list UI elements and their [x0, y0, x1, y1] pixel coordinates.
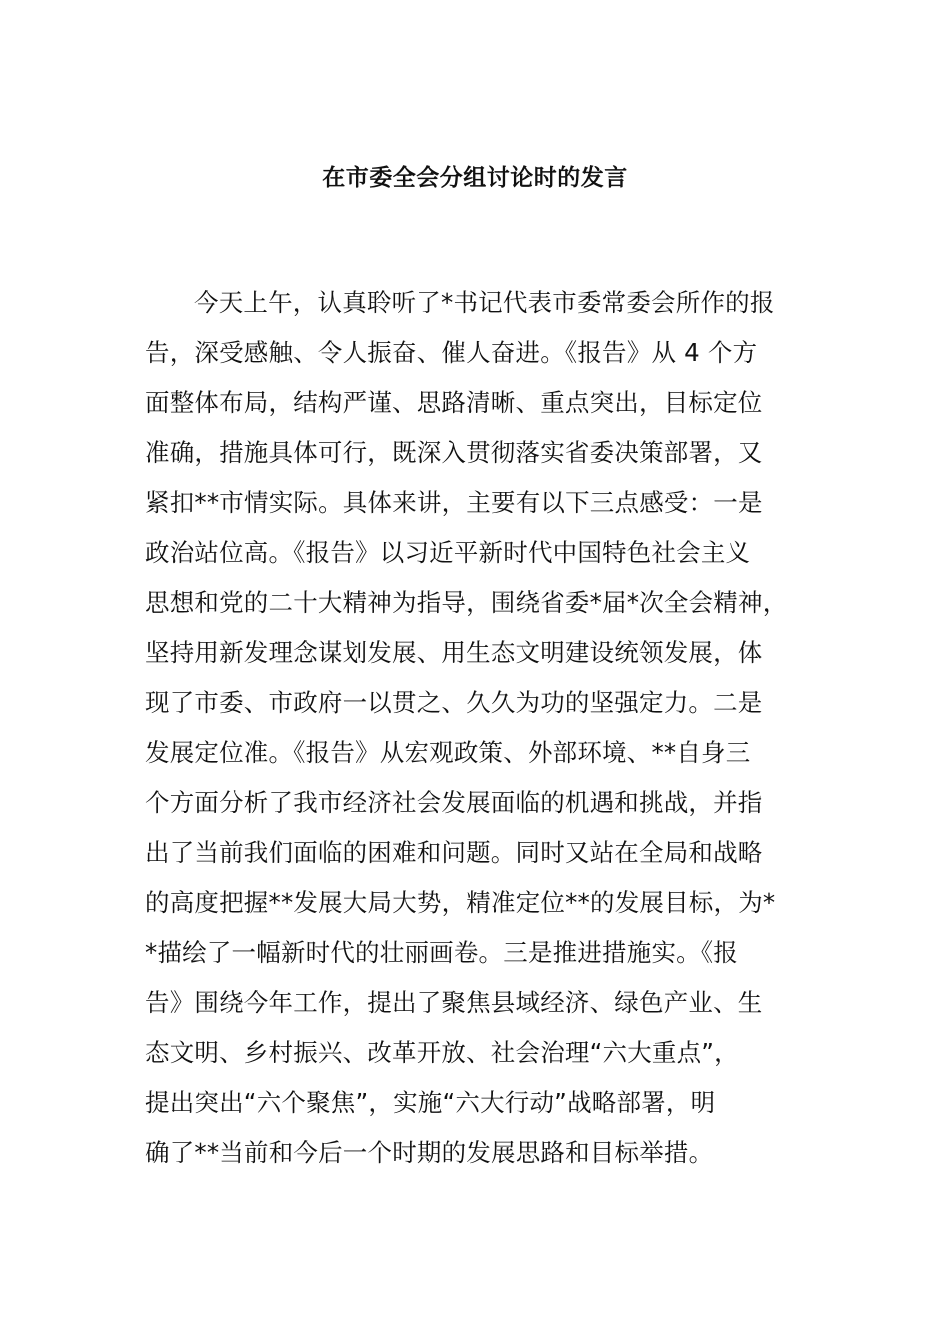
paragraph-line: *描绘了一幅新时代的壮丽画卷。三是推进措施实。《报 — [145, 938, 738, 967]
paragraph-line: 出了当前我们面临的困难和问题。同时又站在全局和战略 — [145, 838, 763, 867]
paragraph-line: 坚持用新发理念谋划发展、用生态文明建设统领发展，体 — [145, 638, 763, 667]
paragraph-line: 发展定位准。《报告》从宏观政策、外部环境、**自身三 — [145, 738, 751, 767]
paragraph-line: 告》围绕今年工作，提出了聚焦县域经济、绿色产业、生 — [145, 988, 763, 1017]
paragraph-line: 个方面分析了我市经济社会发展面临的机遇和挑战，并指 — [145, 788, 763, 817]
paragraph-line: 今天上午，认真聆听了*书记代表市委常委会所作的报 — [194, 288, 775, 317]
paragraph-line: 提出突出“六个聚焦”，实施“六大行动”战略部署，明 — [145, 1088, 716, 1117]
paragraph-line: 政治站位高。《报告》以习近平新时代中国特色社会主义 — [145, 538, 751, 567]
document-title: 在市委全会分组讨论时的发言 — [322, 165, 628, 191]
body-paragraph — [145, 278, 833, 1178]
paragraph-line: 面整体布局，结构严谨、思路清晰、重点突出，目标定位 — [145, 388, 763, 417]
paragraph-line: 紧扣**市情实际。具体来讲，主要有以下三点感受：一是 — [145, 488, 763, 517]
paragraph-line: 思想和党的二十大精神为指导，围绕省委*届*次全会精神， — [145, 588, 788, 617]
paragraph-line: 态文明、乡村振兴、改革开放、社会治理“六大重点”， — [145, 1038, 739, 1067]
paragraph-line: 现了市委、市政府一以贯之、久久为功的坚强定力。二是 — [145, 688, 763, 717]
paragraph-line: 告，深受感触、令人振奋、催人奋进。《报告》从 4 个方 — [145, 338, 758, 367]
paragraph-line: 的高度把握**发展大局大势，精准定位**的发展目标，为* — [145, 888, 776, 917]
paragraph-line: 准确，措施具体可行，既深入贯彻落实省委决策部署，又 — [145, 438, 763, 467]
paragraph-line: 确了**当前和今后一个时期的发展思路和目标举措。 — [145, 1138, 714, 1167]
